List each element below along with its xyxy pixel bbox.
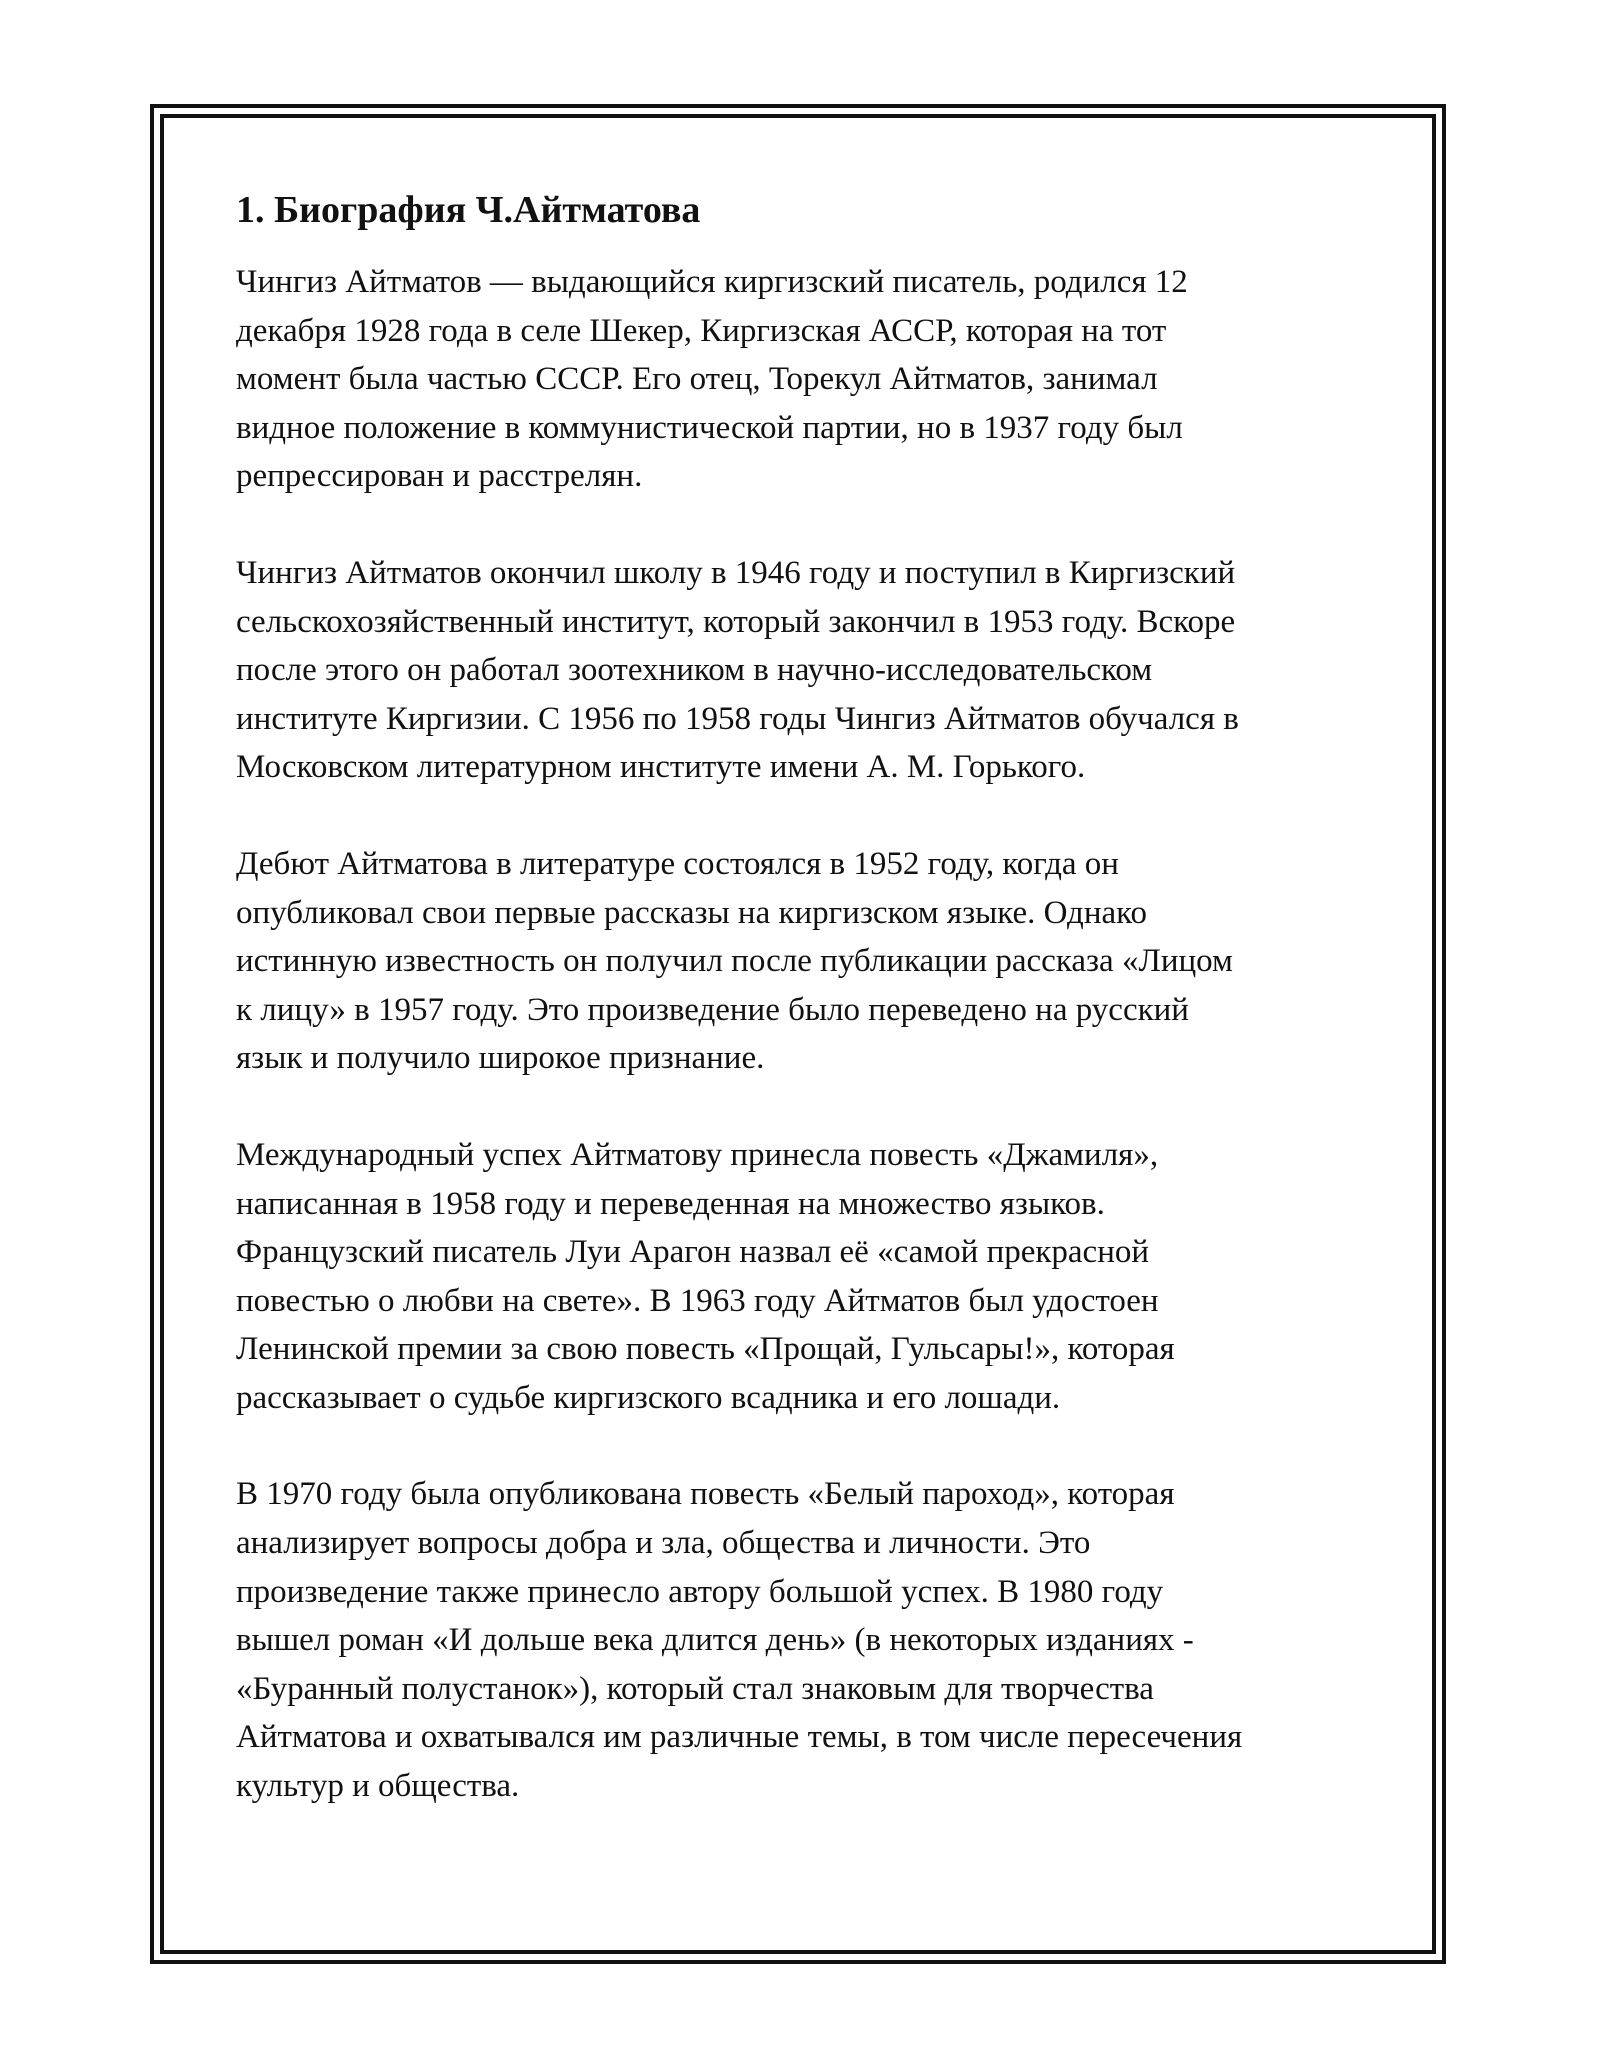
paragraph-line: Французский писатель Луи Арагон назвал её «самой прекрасной: [236, 1234, 1150, 1271]
paragraph-birth: [236, 258, 1376, 501]
paragraph-line: вышел роман «И дольше века длится день» (в некоторых изданиях -: [236, 1622, 1194, 1659]
paragraph-line: рассказывает о судьбе киргизского всадника и его лошади.: [236, 1379, 1061, 1416]
paragraph-line: опубликовал свои первые рассказы на киргизском языке. Однако: [236, 894, 1148, 931]
paragraph-international-success: [236, 1131, 1376, 1423]
paragraph-line: репрессирован и расстрелян.: [236, 458, 643, 495]
paragraph-education: [236, 549, 1376, 792]
paragraph-line: язык и получило широкое признание.: [236, 1040, 765, 1077]
paragraph-line: после этого он работал зоотехником в научно-исследовательском: [236, 652, 1153, 689]
paragraph-line: Чингиз Айтматов окончил школу в 1946 году и поступил в Киргизский: [236, 554, 1236, 591]
paragraph-line: анализирует вопросы добра и зла, общества и личности. Это: [236, 1525, 1091, 1562]
paragraph-line: видное положение в коммунистической партии, но в 1937 году был: [236, 409, 1183, 446]
paragraph-line: Чингиз Айтматов — выдающийся киргизский писатель, родился 12: [236, 264, 1188, 300]
paragraph-line: Айтматова и охватывался им различные темы, в том числе пересечения: [236, 1719, 1243, 1756]
paragraph-debut: [236, 840, 1376, 1083]
paragraph-line: Дебют Айтматова в литературе состоялся в 1952 году, когда он: [236, 845, 1119, 882]
paragraph-later-works: [236, 1470, 1376, 1810]
paragraph-line: к лицу» в 1957 году. Это произведение было переведено на русский: [236, 991, 1189, 1028]
paragraph-line: написанная в 1958 году и переведенная на множество языков.: [236, 1185, 1105, 1222]
paragraph-line: Московском литературном институте имени А. М. Горького.: [236, 749, 1086, 786]
paragraph-line: произведение также принесло автору большой успех. В 1980 году: [236, 1573, 1164, 1610]
paragraph-line: институте Киргизии. С 1956 по 1958 годы Чингиз Айтматов обучался в: [236, 700, 1239, 737]
paragraph-line: сельскохозяйственный институт, который закончил в 1953 году. Вскоре: [236, 603, 1236, 640]
paragraph-line: момент была частью СССР. Его отец, Торекул Айтматов, занимал: [236, 361, 1158, 398]
paragraph-line: декабря 1928 года в селе Шекер, Киргизская АССР, которая на тот: [236, 312, 1167, 349]
paragraph-line: В 1970 году была опубликована повесть «Белый пароход», которая: [236, 1476, 1175, 1513]
paragraph-line: культур и общества.: [236, 1768, 520, 1805]
paragraph-line: Ленинской премии за свою повесть «Прощай, Гульсары!», которая: [236, 1331, 1175, 1368]
paragraph-line: повестью о любви на свете». В 1963 году Айтматов был удостоен: [236, 1282, 1159, 1319]
section-heading: 1. Биография Ч.Айтматова: [236, 189, 701, 231]
paragraph-line: истинную известность он получил после публикации рассказа «Лицом: [236, 943, 1233, 980]
paragraph-line: Международный успех Айтматову принесла повесть «Джамиля»,: [236, 1136, 1159, 1173]
document-body: [236, 186, 1376, 1859]
paragraph-line: «Буранный полустанок»), который стал знаковым для творчества: [236, 1670, 1154, 1707]
